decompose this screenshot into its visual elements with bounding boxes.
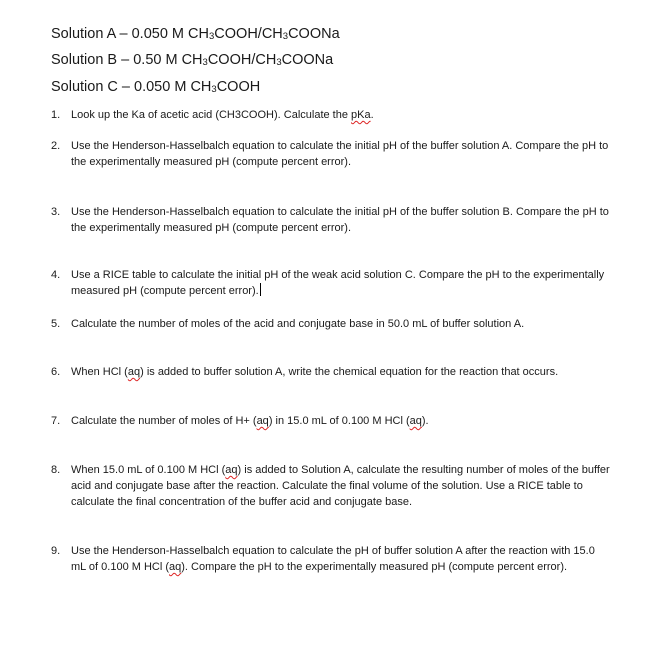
- question-2: [51, 138, 611, 170]
- question-number: 3.: [51, 206, 61, 218]
- question-text-part: ) in 15.0 mL of 0.100 M HCl (: [268, 415, 410, 427]
- spellcheck-word: aq: [225, 464, 238, 476]
- question-text-part: When HCl (: [71, 366, 128, 378]
- question-text: [71, 462, 611, 511]
- question-number: 6.: [51, 366, 61, 378]
- question-4: [51, 267, 611, 299]
- question-text-part: ). Compare the pH to the experimentally measured pH (compute percent error).: [181, 561, 568, 574]
- question-number: 5.: [51, 318, 61, 330]
- spellcheck-word: pKa: [351, 109, 371, 121]
- question-number: 7.: [51, 415, 61, 427]
- question-text-part: Look up the Ka of acetic acid (CH3COOH). Calculate the: [71, 109, 352, 121]
- formula-part: COOH/CH: [207, 52, 277, 68]
- question-number: 2.: [51, 140, 61, 152]
- solution-a-label: Solution A – 0.050 M CH: [51, 26, 209, 42]
- question-text: [71, 543, 611, 575]
- solution-c-label: Solution C – 0.050 M CH: [51, 79, 212, 95]
- question-5: [51, 316, 611, 332]
- text-cursor[interactable]: [260, 283, 261, 296]
- question-text-part: ) is added to Solution A, calculate the resulting number of moles of the buffer acid and conjugate base after the reaction. Calculate the final volume of the solution. Use a RICE table to calculate the final concentration of the buffer acid and conjugate base.: [71, 464, 610, 509]
- question-text-part: When 15.0 mL of 0.100 M HCl (: [71, 464, 226, 476]
- question-9: [51, 543, 611, 575]
- question-3: [51, 204, 611, 236]
- formula-part: COOH: [216, 79, 261, 95]
- question-8: [51, 462, 611, 511]
- spellcheck-word: aq: [409, 415, 422, 427]
- question-text: [71, 364, 611, 380]
- solution-c-line: [51, 78, 260, 96]
- subscript: 3: [202, 57, 208, 68]
- question-text: [71, 107, 611, 123]
- solution-b-line: [51, 51, 333, 69]
- formula-part: COONa: [281, 52, 334, 68]
- question-text: [71, 413, 611, 429]
- spellcheck-word: aq: [256, 415, 269, 427]
- question-number: 1.: [51, 109, 61, 121]
- question-text-part: ).: [421, 415, 429, 427]
- question-number: 8.: [51, 464, 61, 476]
- subscript: 3: [282, 31, 289, 42]
- question-1: [51, 107, 611, 123]
- question-6: [51, 364, 611, 380]
- question-text-part: Calculate the number of moles of H+ (: [71, 415, 257, 427]
- solution-b-label: Solution B – 0.50 M CH: [51, 52, 203, 68]
- question-number: 4.: [51, 269, 61, 281]
- question-text-part: Use the Henderson-Hasselbalch equation to calculate the pH of buffer solution A after the reaction with 15.0 mL of 0.100 M HCl (: [71, 545, 595, 574]
- question-text-part: ) is added to buffer solution A, write the chemical equation for the reaction that occurs.: [140, 366, 559, 378]
- question-number: 9.: [51, 545, 61, 557]
- question-text-part: .: [370, 109, 374, 121]
- subscript: 3: [276, 57, 282, 68]
- question-text: Use the Henderson-Hasselbalch equation to calculate the initial pH of the buffer solution B. Compare the pH to the experimentally measured pH (compute percent error).: [71, 206, 609, 235]
- question-text: Use the Henderson-Hasselbalch equation to calculate the initial pH of the buffer solution A. Compare the pH to the experimentally measured pH (compute percent error).: [71, 140, 609, 169]
- spellcheck-word: aq: [127, 366, 141, 378]
- question-text-part: Use a RICE table to calculate the initial pH of the weak acid solution C. Compare the pH to the experimentally measured pH (compute percent error).: [71, 269, 605, 298]
- formula-part: COOH/CH: [214, 26, 283, 42]
- subscript: 3: [211, 84, 217, 95]
- formula-part: COONa: [288, 26, 340, 42]
- question-7: [51, 413, 611, 429]
- question-text: [71, 267, 611, 299]
- question-text: Calculate the number of moles of the acid and conjugate base in 50.0 mL of buffer solution A.: [71, 318, 525, 330]
- spellcheck-word: aq: [169, 561, 182, 574]
- solution-a-line: [51, 25, 340, 43]
- subscript: 3: [209, 31, 215, 42]
